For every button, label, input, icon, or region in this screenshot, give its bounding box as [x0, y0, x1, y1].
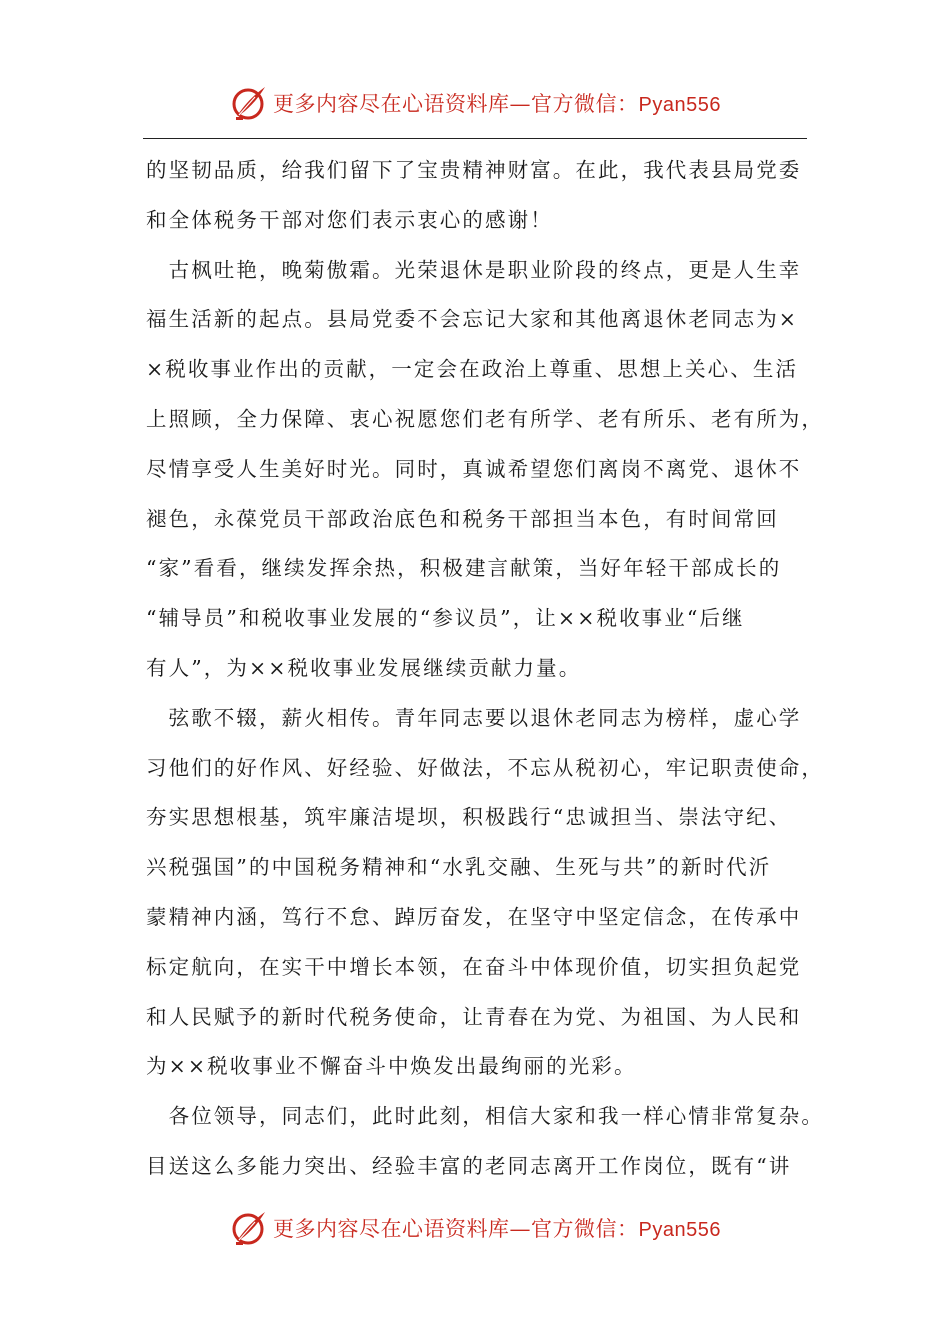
text-line: 蒙精神内涵，笃行不怠、踔厉奋发，在坚守中坚定信念，在传承中	[146, 904, 802, 929]
text-line: 弦歌不辍，薪火相传。青年同志要以退休老同志为榜样，虚心学	[146, 705, 802, 730]
text-line: “家”看看，继续发挥余热，积极建言献策，当好年轻干部成长的	[146, 556, 782, 581]
text-line: 古枫吐艳，晚菊傲霜。光荣退休是职业阶段的终点，更是人生幸	[146, 257, 802, 282]
text-line: “辅导员”和税收事业发展的“参议员”，让××税收事业“后继	[146, 606, 745, 631]
text-line: 福生活新的起点。县局党委不会忘记大家和其他离退休老同志为×	[146, 307, 799, 332]
text-line: 各位领导，同志们，此时此刻，相信大家和我一样心情非常复杂。	[146, 1104, 824, 1129]
footer-banner	[0, 1203, 950, 1253]
text-line: 有人”，为××税收事业发展继续贡献力量。	[146, 655, 582, 680]
text-line: 褪色，永葆党员干部政治底色和税务干部担当本色，有时间常回	[146, 506, 779, 531]
header-banner	[0, 78, 950, 128]
text-line: 和人民赋予的新时代税务使命，让青春在为党、为祖国、为人民和	[146, 1004, 802, 1029]
document-body	[146, 146, 826, 1192]
text-line: 的坚韧品质，给我们留下了宝贵精神财富。在此，我代表县局党委	[146, 158, 802, 182]
header-divider	[143, 138, 807, 139]
text-line: 为××税收事业不懈奋斗中焕发出最绚丽的光彩。	[146, 1054, 637, 1079]
text-line: 习他们的好作风、好经验、好做法，不忘从税初心，牢记职责使命，	[146, 755, 824, 780]
text-line: 标定航向，在实干中增长本领，在奋斗中体现价值，切实担负起党	[146, 954, 802, 979]
text-line: 目送这么多能力突出、经验丰富的老同志离开工作岗位，既有“讲	[146, 1153, 792, 1178]
text-line: 兴税强国”的中国税务精神和“水乳交融、生死与共”的新时代沂	[146, 855, 772, 880]
banner-text: 更多内容尽在心语资料库—官方微信：Pyan556	[273, 92, 721, 116]
text-line: 上照顾，全力保障、衷心祝愿您们老有所学、老有所乐、老有所为，	[146, 406, 824, 431]
text-line: ×税收事业作出的贡献，一定会在政治上尊重、思想上关心、生活	[146, 357, 799, 382]
text-line: 尽情享受人生美好时光。同时，真诚希望您们离岗不离党、退休不	[146, 456, 802, 481]
quill-pen-logo-icon	[229, 1208, 269, 1248]
text-line: 夯实思想根基，筑牢廉洁堤坝，积极践行“忠诚担当、崇法守纪、	[146, 805, 792, 830]
banner-text: 更多内容尽在心语资料库—官方微信：Pyan556	[273, 1217, 721, 1241]
quill-pen-logo-icon	[229, 83, 269, 123]
text-line: 和全体税务干部对您们表示衷心的感谢！	[146, 207, 553, 232]
